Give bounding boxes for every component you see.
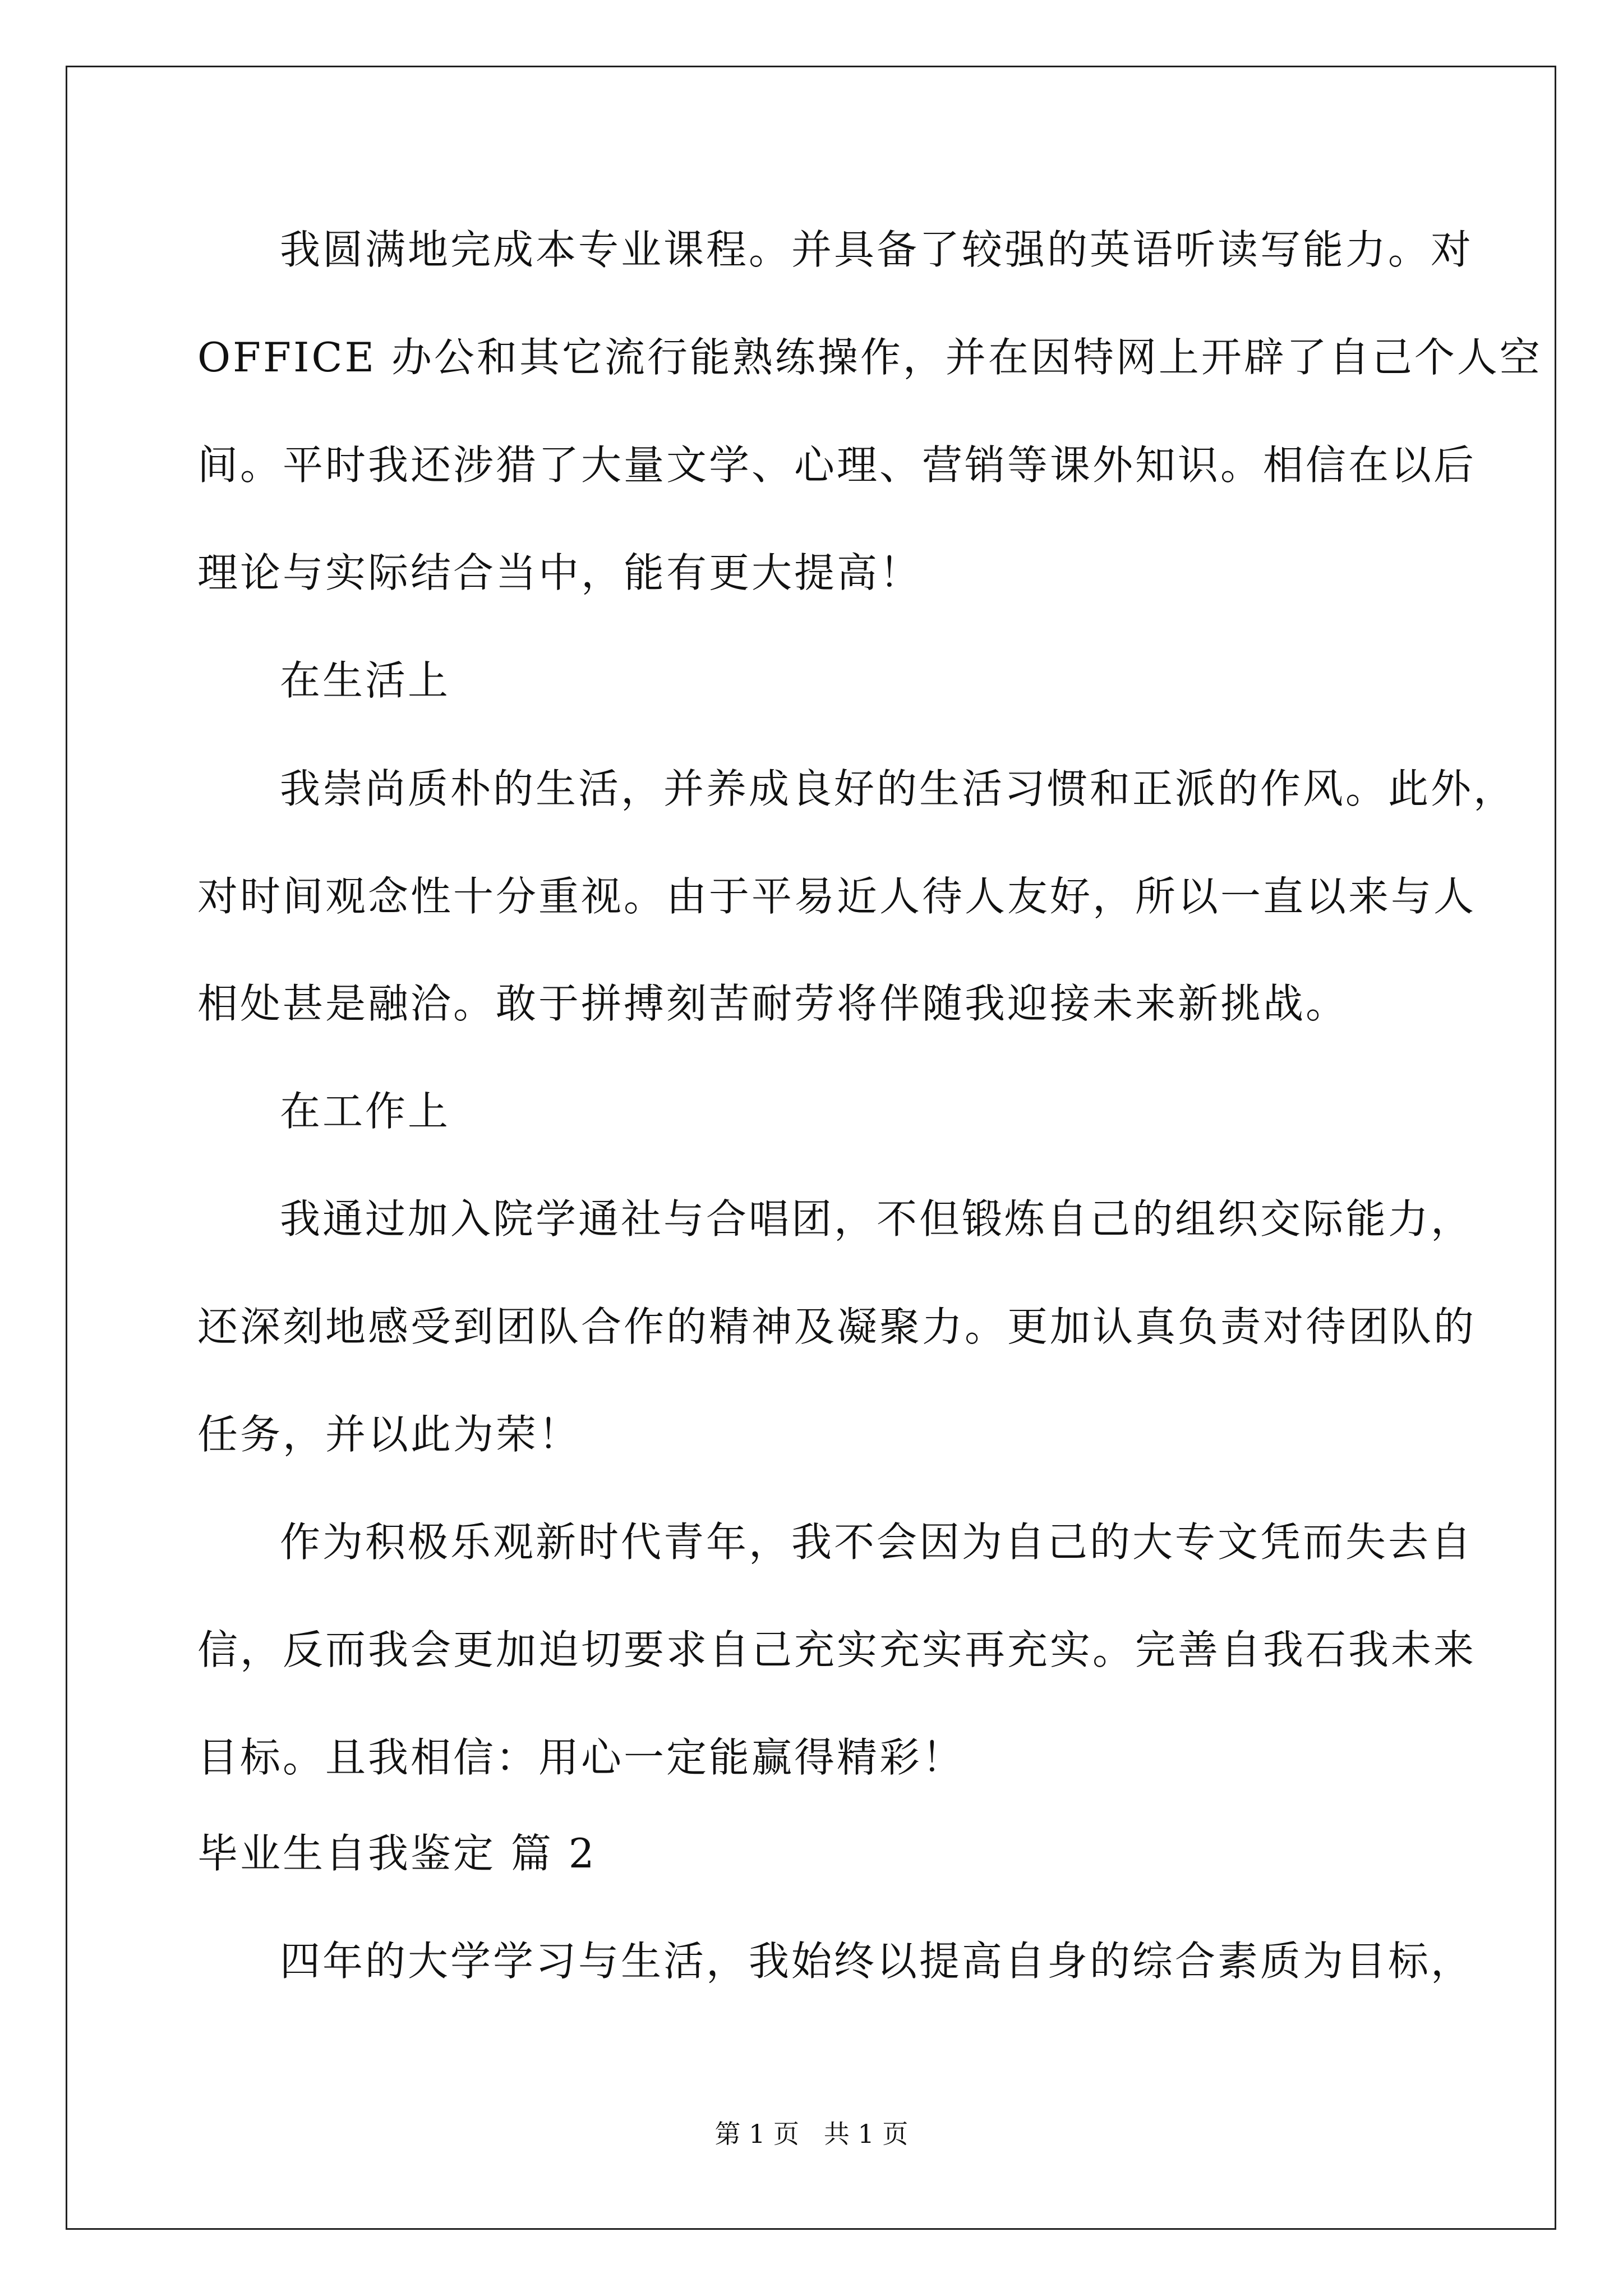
paragraph-line: 间。平时我还涉猎了大量文学、心理、营销等课外知识。相信在以后 [197, 441, 1477, 489]
section-heading: 在生活上 [280, 657, 451, 704]
page-footer: 第 1 页 共 1 页 [714, 2119, 909, 2149]
paragraph-line: OFFICE 办公和其它流行能熟练操作，并在因特网上开辟了自己个人空 [197, 334, 1542, 381]
paragraph-line: 我崇尚质朴的生活，并养成良好的生活习惯和正派的作风。此外， [280, 765, 1516, 812]
paragraph-line: 我圆满地完成本专业课程。并具备了较强的英语听读写能力。对 [280, 226, 1474, 273]
paragraph-line: 信，反而我会更加迫切要求自己充实充实再充实。完善自我石我未来 [197, 1626, 1477, 1673]
paragraph-line: 任务，并以此为荣！ [197, 1411, 582, 1458]
paragraph-line: 理论与实际结合当中，能有更大提高！ [197, 549, 923, 596]
paragraph-line: 作为积极乐观新时代青年，我不会因为自己的大专文凭而失去自 [280, 1519, 1474, 1566]
paragraph-line: 相处甚是融洽。敢于拼搏刻苦耐劳将伴随我迎接未来新挑战。 [197, 980, 1349, 1027]
paragraph-line: 还深刻地感受到团队合作的精神及凝聚力。更加认真负责对待团队的 [197, 1303, 1477, 1350]
page-border [66, 66, 1556, 2230]
paragraph-line: 目标。且我相信：用心一定能赢得精彩！ [197, 1734, 965, 1781]
paragraph-line: 我通过加入院学通社与合唱团，不但锻炼自己的组织交际能力， [280, 1195, 1474, 1243]
article-title: 毕业生自我鉴定 篇 2 [197, 1830, 597, 1877]
section-heading: 在工作上 [280, 1088, 451, 1135]
paragraph-line: 对时间观念性十分重视。由于平易近人待人友好，所以一直以来与人 [197, 873, 1477, 920]
paragraph-line: 四年的大学学习与生活，我始终以提高自身的综合素质为目标， [280, 1938, 1474, 1985]
